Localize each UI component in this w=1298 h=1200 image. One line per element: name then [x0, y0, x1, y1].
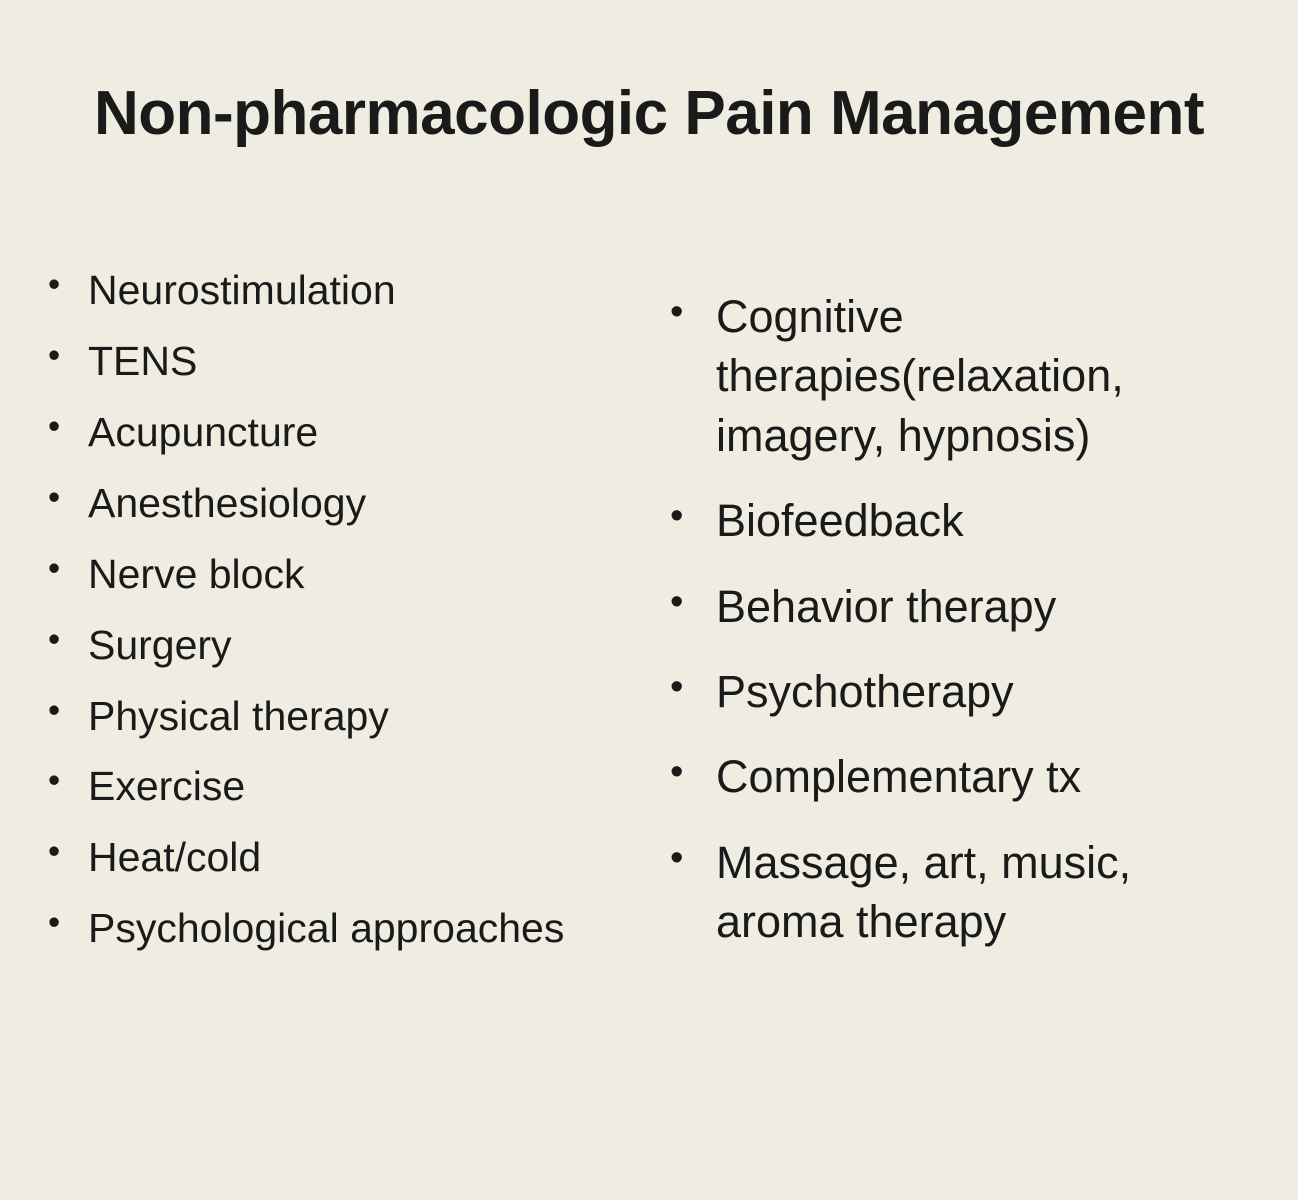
list-item: • Psychotherapy — [660, 662, 1258, 721]
list-item: • Acupuncture — [36, 397, 634, 468]
content-columns — [0, 255, 1298, 978]
page-title: Non-pharmacologic Pain Management — [93, 79, 1204, 148]
list-item: • Heat/cold — [36, 822, 634, 893]
list-item: • Exercise — [36, 751, 634, 822]
list-item: • Neurostimulation — [36, 255, 634, 326]
list-item: • TENS — [36, 326, 634, 397]
left-bullet-list — [36, 255, 634, 964]
list-item: • Behavior therapy — [660, 577, 1258, 636]
list-item: • Surgery — [36, 610, 634, 681]
list-item: • Complementary tx — [660, 747, 1258, 806]
list-item: • Anesthesiology — [36, 468, 634, 539]
list-item: • Cognitive therapies(relaxation, imagery, hypnosis) — [660, 287, 1258, 465]
list-item: • Nerve block — [36, 539, 634, 610]
left-column — [0, 255, 640, 964]
list-item: • Physical therapy — [36, 681, 634, 752]
list-item: • Massage, art, music, aroma therapy — [660, 833, 1258, 952]
right-bullet-list — [660, 287, 1258, 952]
list-item: • Biofeedback — [660, 491, 1258, 550]
right-column — [640, 255, 1298, 978]
list-item: • Psychological approaches — [36, 893, 634, 964]
